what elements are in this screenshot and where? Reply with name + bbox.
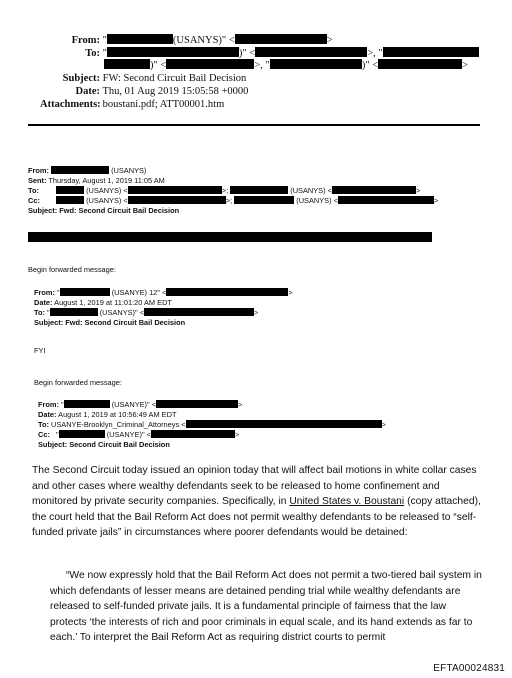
redaction <box>51 166 109 174</box>
header-subject-label: Subject: <box>62 73 100 84</box>
redaction <box>166 59 254 69</box>
fwd1-date-row: Date: August 1, 2019 at 11:01:20 AM EDT <box>34 298 172 307</box>
fwd1-subject-row: Subject: Fwd: Second Circuit Bail Decision <box>34 318 186 327</box>
header-from-row: From: " (USANYS)" < > <box>40 34 333 47</box>
redaction <box>186 420 382 428</box>
fwd2-begin: Begin forwarded message: <box>34 378 122 387</box>
fwd2-subject-row: Subject: Second Circuit Bail Decision <box>38 440 170 449</box>
header-divider <box>28 124 480 126</box>
header-date-label: Date: <box>75 86 100 97</box>
redaction <box>230 186 288 194</box>
redaction <box>144 308 254 316</box>
redaction <box>378 59 462 69</box>
fwd2-date-row: Date: August 1, 2019 at 10:56:49 AM EDT <box>38 410 177 419</box>
header-subject-row <box>40 72 246 85</box>
redaction <box>56 196 84 204</box>
fwd1-to-row: To: " (USANYS)" < > <box>34 308 259 317</box>
redaction <box>156 400 238 408</box>
body-paragraph: The Second Circuit today issued an opinion today that will affect bail motions in white collar cases and other cases where wealthy defendants seek to be released to home confinement and monitored by private security companies. Specifically, in United States v. Boustani (copy attached), the court held that the Bail Reform Act does not permit wealthy defendants to be released to “self-funded private jails” in circumstances where poorer defendants would be detained: <box>32 465 481 539</box>
header-to-row-cont: )" < >, " )" < > <box>104 59 468 72</box>
case-link[interactable]: United States v. Boustani <box>289 496 405 508</box>
msg1-sent-row: Sent: Thursday, August 1, 2019 11:05 AM <box>28 176 165 185</box>
header-to-label: To: <box>85 48 100 59</box>
redaction <box>107 47 239 57</box>
fwd1-begin: Begin forwarded message: <box>28 265 116 274</box>
redaction <box>151 430 235 438</box>
redaction <box>50 308 98 316</box>
header-subject: FW: Second Circuit Bail Decision <box>102 73 247 84</box>
redaction <box>255 47 367 57</box>
redaction <box>338 196 434 204</box>
header-date: Thu, 01 Aug 2019 15:05:58 +0000 <box>102 86 249 97</box>
redaction <box>107 34 173 44</box>
header-attachments-label: Attachments: <box>40 99 101 110</box>
header-attachments[interactable]: boustani.pdf; ATT00001.htm <box>102 99 225 110</box>
redaction <box>104 59 150 69</box>
msg1-subject-row: Subject: Fwd: Second Circuit Bail Decision <box>28 206 180 215</box>
redaction <box>234 196 294 204</box>
redaction <box>60 288 110 296</box>
redaction-bar <box>28 232 432 242</box>
redaction <box>235 34 327 44</box>
msg1-from-row: From: (USANYS) <box>28 166 147 175</box>
redaction <box>128 196 226 204</box>
msg1-cc-row: Cc: (USANYS) < >; (USANYS) < > <box>28 196 439 205</box>
header-to-row: To: " )" < >, " <box>40 47 479 60</box>
header-attachments-row <box>40 98 224 111</box>
fwd2-cc-row: Cc: " (USANYE)" < > <box>38 430 240 439</box>
redaction <box>128 186 222 194</box>
redaction <box>56 186 84 194</box>
document-id: EFTA00024831 <box>433 663 505 674</box>
msg1-to-row: To: (USANYS) < >; (USANYS) < > <box>28 186 421 195</box>
fwd1-from-row: From: " (USANYE) 12" < > <box>34 288 293 297</box>
fwd2-from-row: From: " (USANYE)" < > <box>38 400 243 409</box>
fwd1-note: FYI <box>34 346 46 355</box>
fwd2-to-row: To: USANYE-Brooklyn_Criminal_Attorneys < > <box>38 420 386 429</box>
redaction <box>270 59 362 69</box>
redaction <box>64 400 110 408</box>
redaction <box>59 430 105 438</box>
redaction <box>383 47 479 57</box>
header-date-row <box>40 85 248 98</box>
redaction <box>332 186 416 194</box>
header-from-label: From: <box>71 35 100 46</box>
body-quote: “We now expressly hold that the Bail Reform Act does not permit a two-tiered bail system in which defendants of lesser means are detained pending trial while wealthy defendants are released to self-funded private jails. It is a fundamental principle of fairness that the law protects ‘the interests of rich and poor criminals in equal scale, and its hand extends as far to each.’ To interpret the Bail Reform Act as requiring district courts to permit <box>50 570 482 644</box>
redaction <box>166 288 288 296</box>
